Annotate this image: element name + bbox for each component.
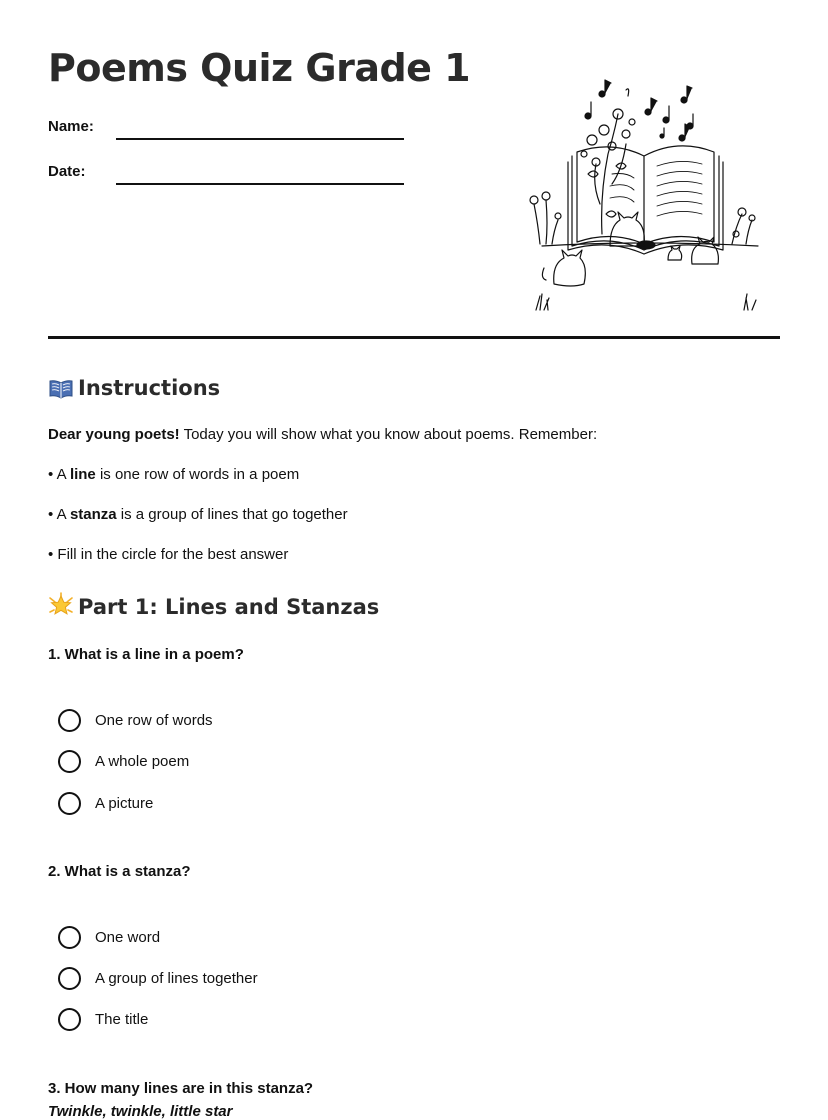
radio-circle[interactable] [58,709,81,732]
question-1: 1. What is a line in a poem? [48,646,244,663]
date-label: Date: [48,163,86,180]
bullet-text: • Fill in the circle for the best answer [48,546,289,563]
open-book-icon [48,379,78,404]
option-label: One word [95,928,161,946]
option-label: One row of words [95,711,213,729]
bullet-term: stanza [69,506,117,523]
bullet-prefix: • A [48,466,70,483]
intro-bold: Dear young poets! [48,426,180,443]
bullet-line [48,466,299,483]
option-label: The title [95,1010,149,1028]
radio-circle[interactable] [58,967,81,990]
section-divider [48,336,780,339]
poem-line: Twinkle, twinkle, little star [48,1103,233,1120]
bullet-definition: is a group of lines that go together [116,506,348,523]
intro-text: Today you will show what you know about poems. Remember: [179,426,598,443]
radio-circle[interactable] [58,926,81,949]
q1-option-3[interactable] [58,791,153,815]
instructions-heading [48,376,220,404]
instructions-heading-text: Instructions [78,376,221,400]
bullet-term: line [69,466,96,483]
q1-option-1[interactable] [58,708,213,732]
option-label: A whole poem [95,752,190,770]
q2-option-3[interactable] [58,1007,148,1031]
question-2: 2. What is a stanza? [48,863,191,880]
part1-heading [48,592,379,623]
instructions-intro [48,426,597,443]
name-label: Name: [48,118,94,135]
radio-circle[interactable] [58,1008,81,1031]
page-title: Poems Quiz Grade 1 [48,46,471,90]
bullet-definition: is one row of words in a poem [95,466,300,483]
date-field[interactable] [116,183,404,185]
bullet-prefix: • A [48,506,70,523]
question-3: 3. How many lines are in this stanza? [48,1080,314,1097]
name-field[interactable] [116,138,404,140]
q1-option-2[interactable] [58,749,189,773]
book-illustration [522,74,770,320]
part1-heading-text: Part 1: Lines and Stanzas [78,595,380,619]
radio-circle[interactable] [58,750,81,773]
q2-option-1[interactable] [58,925,160,949]
bullet-stanza [48,506,348,523]
q2-option-2[interactable] [58,966,258,990]
bullet-fill-circle [48,546,288,563]
option-label: A group of lines together [95,969,258,987]
radio-circle[interactable] [58,792,81,815]
glowing-star-icon [48,592,78,623]
option-label: A picture [95,794,154,812]
